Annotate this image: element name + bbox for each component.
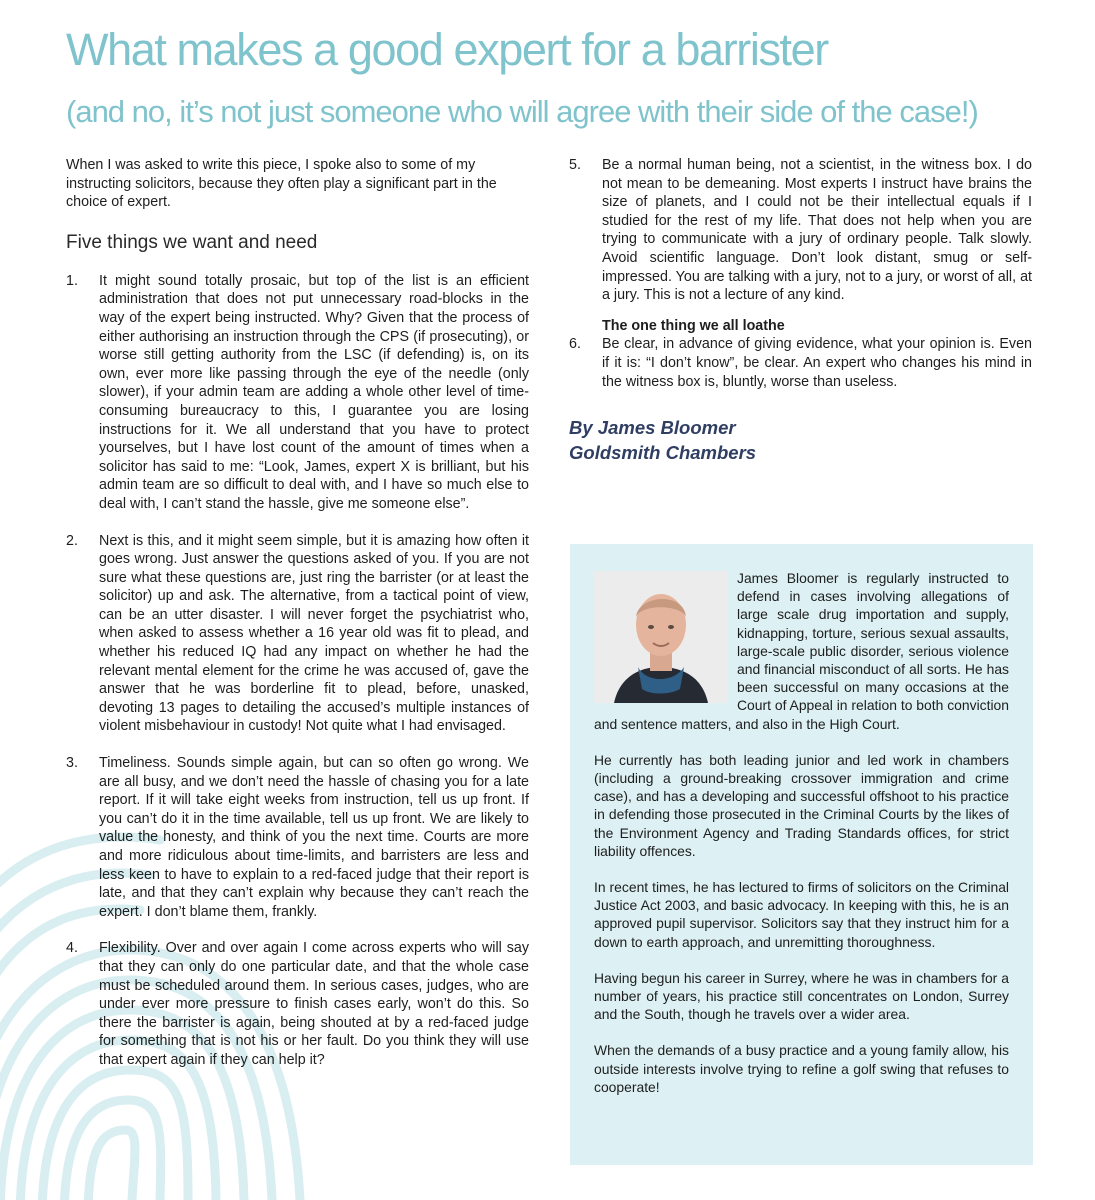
item-text: It might sound totally prosaic, but top of the list is an efficient administration that does not put unnecessary road-blocks in the way of the expert being instructed. Why? Given that the process of either authorising an instruction through the CPS (if prosecuting), or worse still getting authority from the LSC (if defending) is, on its own, ever more like passing through the eye of the needle (only slower), if your admin team are adding a whole other level of time-consuming bureaucracy to this, I guarantee you are losing instructions for it. We all understand that you have to protect yourselves, but I have lost count of the amount of times when a solicitor has said to me: “Look, James, expert X is brilliant, but his admin team are so difficult to deal with, and I have so much else to deal with, I can’t stand the hassle, give me someone else”. xyxy=(99,272,529,512)
item-number: 6. xyxy=(569,336,581,353)
item-text: Be clear, in advance of giving evidence, what your opinion is. Even if it is: “I don’t know”, be clear. An expert who changes his mind in the witness box is, bluntly, worse than useless. xyxy=(602,336,1032,390)
page-subtitle: (and no, it’s not just someone who will agree with their side of the case!) xyxy=(66,94,978,129)
bio-paragraph: Having begun his career in Surrey, where he was in chambers for a number of years, his practice still concentrates on London, Surrey and the South, though he travels over a wider area. xyxy=(594,969,1009,1023)
item-number: 5. xyxy=(569,157,581,173)
item-number: 2. xyxy=(66,532,78,549)
intro-paragraph: When I was asked to write this piece, I spoke also to some of my instructing solicitors, because they often play a significant part in the choice of expert. xyxy=(66,157,497,211)
item-text: Timeliness. Sounds simple again, but can so often go wrong. We are all busy, and we don’t need the hassle of chasing you for a late report. If it will take eight weeks from instruction, tell us up front. If you can’t do it in the time available, tell us up front. We are likely to value the honesty, and think of you the next time. Courts are more and more ridiculous about time-limits, and barristers are less and less keen to have to explain to a red-faced judge that their report is late, and that they can’t explain why because they can’t reach the expert. I don’t blame them, frankly. xyxy=(99,755,529,920)
item-number: 4. xyxy=(66,940,78,957)
item-text: Flexibility. Over and over again I come across experts who will say that they can only do one particular date, and that the whole case must be scheduled around them. In serious cases, judges, who are under ever more pressure to finish cases early, won’t do this. So there the barrister is again, being shouted at by a red-faced judge for something that is not his or her fault. Do you think they will use that expert again if they can help it? xyxy=(99,940,529,1068)
page-title: What makes a good expert for a barrister xyxy=(66,24,828,75)
list-item xyxy=(66,272,529,514)
bio-paragraph: He currently has both leading junior and led work in chambers (including a ground-breaking crossover immigration and crime case), and has a developing and successful offshoot to his practice in defending those prosecuted in the Criminal Courts by the likes of the Environment Agency and Trading Standards offices, for strict liability offences. xyxy=(594,751,1009,859)
author-bio-box xyxy=(570,544,1033,1165)
list-item xyxy=(66,532,529,737)
loathe-heading: The one thing we all loathe xyxy=(602,317,785,334)
byline-chambers: Goldsmith Chambers xyxy=(569,442,757,464)
item-number: 3. xyxy=(66,755,78,772)
list-item xyxy=(569,335,1032,391)
left-column xyxy=(66,156,529,1088)
bio-content xyxy=(594,569,1009,1114)
list-item xyxy=(66,939,529,1069)
right-column xyxy=(569,156,1032,465)
item-number: 1. xyxy=(66,272,78,289)
author-photo xyxy=(594,571,727,703)
list-item xyxy=(66,754,529,921)
bio-paragraph: In recent times, he has lectured to firms of solicitors on the Criminal Justice Act 2003, and basic advocacy. In keeping with this, he is an approved pupil supervisor. Solicitors say that they instruct him for a down to earth approach, and unremitting thoroughness. xyxy=(594,879,1009,950)
points-list xyxy=(66,272,529,1070)
list-item xyxy=(569,156,1032,305)
byline-author: By James Bloomer xyxy=(569,417,736,439)
byline xyxy=(569,415,1032,465)
bio-paragraph: James Bloomer is regularly instructed to defend in cases involving allegations of large scale drug importation and supply, kidnapping, torture, serious sexual assaults, large-scale public disorder, serious violence and financial misconduct of all sorts. He has been successful on many occasions at the Court of Appeal in relation to both conviction and sentence matters, and also in the High Court. xyxy=(594,570,1009,732)
points-list xyxy=(569,156,1032,305)
loathe-list xyxy=(569,335,1032,391)
item-text: Next is this, and it might seem simple, but it is amazing how often it goes wrong. Just answer the questions asked of you. If you are not sure what these questions are, just ring the barrister (or at least the solicitor) up and ask. The alternative, from a tactical point of view, can be an utter disaster. I will never forget the psychiatrist who, when asked to assess whether a 16 year old was fit to plead, and whether his reduced IQ had any impact on whether he had the relevant mental element for the crime he was accused of, gave the answer that he was borderline fit to plead, before, unasked, devoting 13 pages to detailing the accused’s multiple instances of violent misbehaviour in custody! Not quite what I had envisaged. xyxy=(99,532,529,735)
item-text: Be a normal human being, not a scientist, in the witness box. I do not mean to be demeaning. Most experts I instruct have brains the size of planets, and I could not be their intellectual equals if I studied for the rest of my life. That does not help when you are trying to communicate with a jury of ordinary people. Talk slowly. Avoid scientific language. Don’t look distant, smug or self-impressed. You are talking with a jury, not to a jury, or worst of all, at a jury. This is not a lecture of any kind. xyxy=(602,157,1032,304)
section-heading: Five things we want and need xyxy=(66,231,318,253)
bio-paragraph: When the demands of a busy practice and a young family allow, his outside interests involve trying to refine a golf swing that refuses to cooperate! xyxy=(594,1042,1009,1095)
